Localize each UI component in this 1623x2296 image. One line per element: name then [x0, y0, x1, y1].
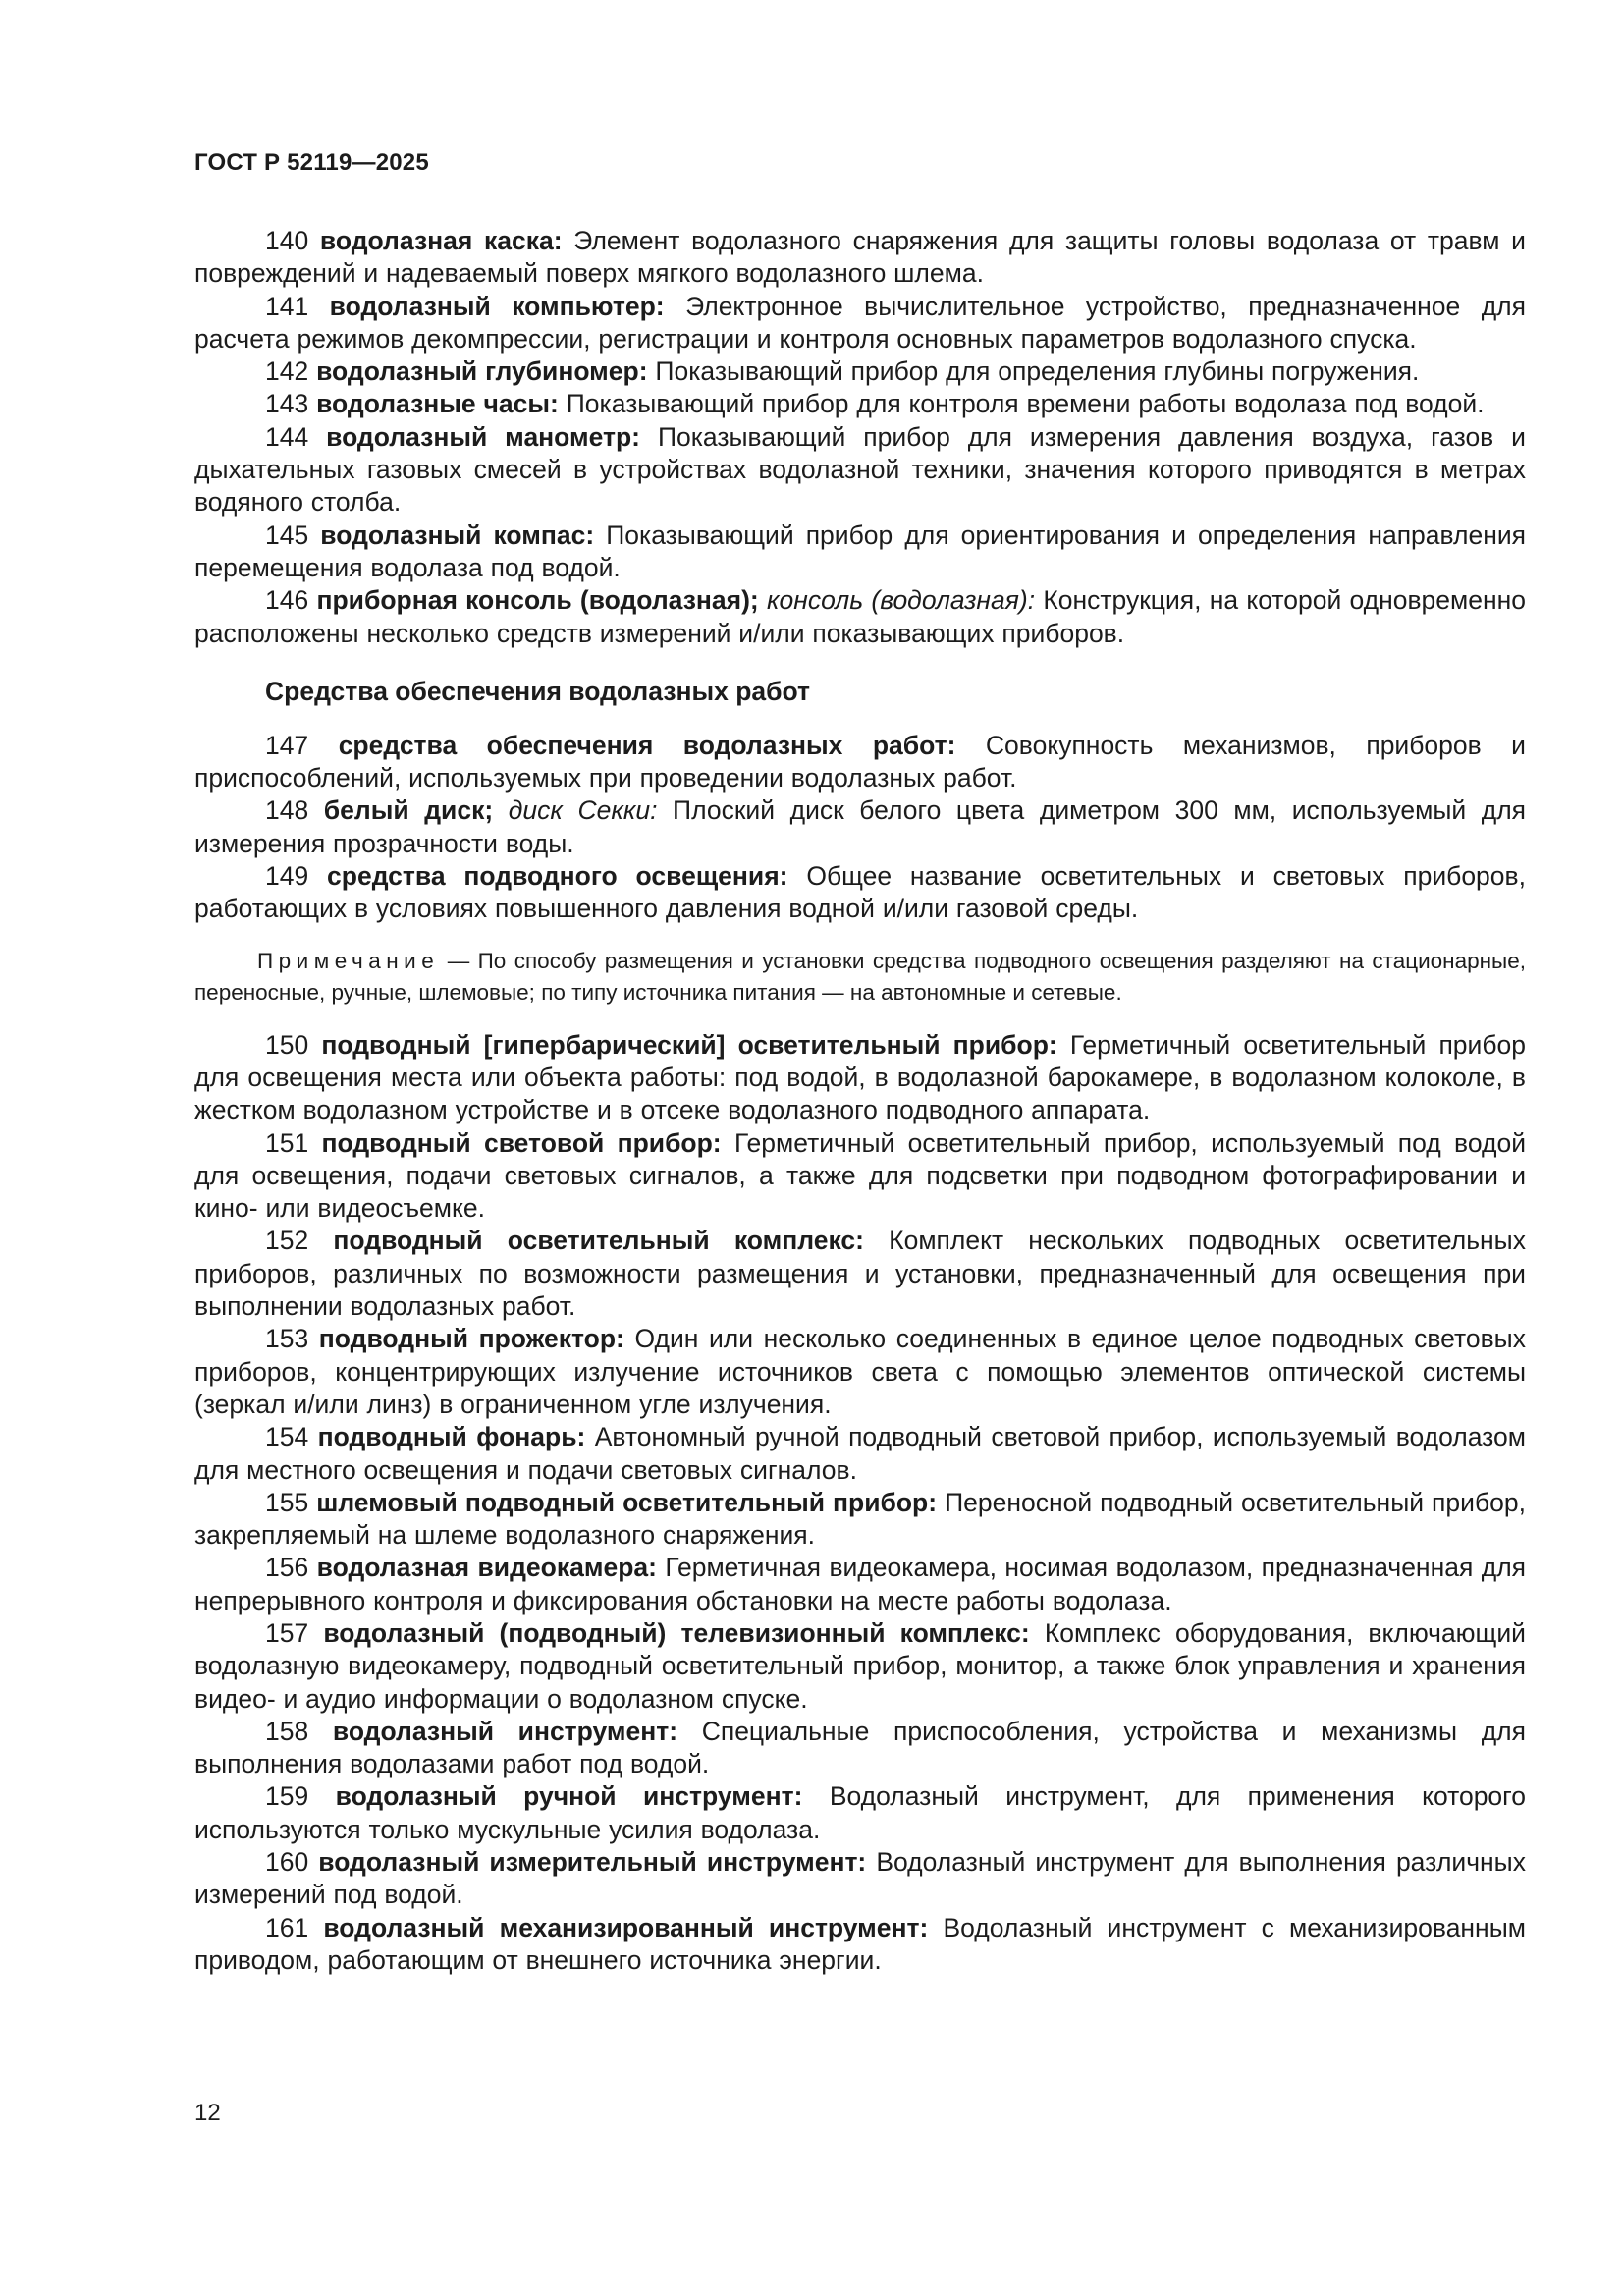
term-entry	[194, 584, 1526, 650]
term-definition: Электронное вычислительное устройство, предназначенное для расчета режимов декомпрессии, регистрации и контроля основных параметров водолазного спуска.	[194, 291, 1526, 354]
term-name: белый диск;	[323, 795, 494, 826]
term-name: средства подводного освещения:	[327, 861, 788, 892]
term-number: 154	[265, 1422, 309, 1452]
section-heading: Средства обеспечения водолазных работ	[265, 676, 811, 706]
term-definition: Показывающий прибор для ориентирования и определения направления перемещения водолаза под водой.	[194, 519, 1526, 582]
term-definition: Общее название осветительных и световых приборов, работающих в условиях повышенного давления водной и/или газовой среды.	[194, 861, 1526, 924]
term-number: 140	[265, 226, 309, 255]
term-name: водолазный ручной инструмент:	[335, 1781, 803, 1812]
term-name: водолазная видеокамера:	[316, 1553, 657, 1583]
term-entry	[194, 1029, 1526, 1127]
term-name: подводный световой прибор:	[321, 1127, 722, 1158]
term-number: 158	[265, 1716, 309, 1746]
terms-block-lighting	[194, 1029, 1526, 1978]
term-entry	[194, 1421, 1526, 1487]
term-name: шлемовый подводный осветительный прибор:	[316, 1487, 938, 1517]
term-entry	[194, 1716, 1526, 1781]
term-entry	[194, 1323, 1526, 1421]
term-number: 148	[265, 795, 309, 826]
term-number: 151	[265, 1127, 309, 1158]
document-header: ГОСТ Р 52119—2025	[194, 149, 429, 176]
term-definition: Водолазный инструмент для выполнения различных измерений под водой.	[194, 1847, 1526, 1910]
term-entry	[194, 1780, 1526, 1846]
term-entry	[194, 1617, 1526, 1716]
term-entry	[194, 355, 1526, 388]
term-definition: Переносной подводный осветительный прибор, закрепляемый на шлеме водолазного снаряжения.	[194, 1487, 1526, 1551]
term-definition: Комплект нескольких подводных осветительных приборов, различных по возможности размещения и установки, предназначенный для освещения при выполнении водолазных работ.	[194, 1226, 1526, 1322]
term-number: 150	[265, 1029, 309, 1060]
term-entry	[194, 860, 1526, 926]
term-entry	[194, 1912, 1526, 1978]
term-number: 152	[265, 1226, 309, 1256]
term-name: подводный прожектор:	[318, 1324, 624, 1354]
term-definition: Совокупность механизмов, приборов и приспособлений, используемых при проведении водолазных работ.	[194, 730, 1526, 793]
term-name: водолазный измерительный инструмент:	[318, 1847, 867, 1878]
term-name: водолазный манометр:	[326, 421, 641, 452]
term-entry	[194, 1487, 1526, 1553]
term-name: подводный осветительный комплекс:	[333, 1226, 864, 1256]
term-number: 161	[265, 1912, 309, 1942]
term-entry	[194, 225, 1526, 291]
term-synonym: диск Секки:	[508, 795, 658, 826]
term-definition: Водолазный инструмент с механизированным приводом, работающим от внешнего источника энергии.	[194, 1912, 1526, 1975]
note-text: — По способу размещения и установки средства подводного освещения разделяют на стационарные, переносные, ручные, шлемовые; по типу источника питания — на автономные и сетевые.	[194, 948, 1526, 1005]
term-number: 142	[265, 356, 309, 387]
term-definition: Герметичная видеокамера, носимая водолазом, предназначенная для непрерывного контроля и фиксирования обстановки на месте работы водолаза.	[194, 1553, 1527, 1615]
term-entry	[194, 794, 1526, 860]
term-name: водолазный (подводный) телевизионный комплекс:	[323, 1617, 1030, 1648]
term-name: подводный фонарь:	[317, 1422, 586, 1452]
term-name: водолазный механизированный инструмент:	[323, 1912, 929, 1942]
term-definition: Водолазный инструмент, для применения которого используются только мускульные усилия водолаза.	[194, 1781, 1526, 1844]
term-entry	[194, 1846, 1526, 1912]
term-definition: Комплекс оборудования, включающий водолазную видеокамеру, подводный осветительный прибор, монитор, а также блок управления и хранения видео- и аудио информации о водолазном спуске.	[194, 1617, 1526, 1714]
term-number: 157	[265, 1617, 309, 1648]
term-entry	[194, 1552, 1526, 1617]
term-entry	[194, 1127, 1526, 1226]
term-name: водолазные часы:	[316, 389, 559, 419]
term-entry	[194, 421, 1526, 519]
term-name: подводный [гипербарический] осветительный прибор:	[321, 1029, 1057, 1060]
term-definition: Один или несколько соединенных в единое целое подводных световых приборов, концентрирующих излучение источников света с помощью элементов оптической системы (зеркал и/или линз) в ограниченном угле излучения.	[194, 1324, 1526, 1419]
term-name: приборная консоль (водолазная);	[316, 585, 759, 616]
term-definition: Показывающий прибор для измерения давления воздуха, газов и дыхательных газовых смесей в устройствах водолазной техники, значения которого приводятся в метрах водяного столба.	[194, 421, 1526, 518]
term-definition: Герметичный осветительный прибор для освещения места или объекта работы: под водой, в водолазной барокамере, в водолазном колоколе, в жестком водолазном устройстве и в отсеке водолазного подводного аппарата.	[194, 1029, 1526, 1125]
term-number: 156	[265, 1553, 309, 1583]
term-number: 153	[265, 1324, 309, 1354]
term-name: водолазный компас:	[320, 519, 595, 550]
document-body	[194, 225, 1526, 1977]
term-name: водолазный компьютер:	[329, 291, 665, 321]
term-definition: Конструкция, на которой одновременно расположены несколько средств измерений и/или показывающих приборов.	[194, 585, 1526, 648]
term-entry	[194, 730, 1526, 795]
term-synonym: консоль (водолазная):	[767, 585, 1036, 616]
term-definition: Специальные приспособления, устройства и механизмы для выполнения водолазами работ под водой.	[194, 1716, 1526, 1779]
term-number: 141	[265, 291, 309, 321]
terms-block-support	[194, 730, 1526, 926]
term-definition: Автономный ручной подводный световой прибор, используемый водолазом для местного освещения и подачи световых сигналов.	[194, 1422, 1526, 1485]
term-name: водолазная каска:	[319, 226, 563, 255]
term-number: 149	[265, 861, 309, 892]
term-number: 160	[265, 1847, 309, 1878]
term-entry	[194, 1225, 1526, 1323]
term-definition: Герметичный осветительный прибор, используемый под водой для освещения, подачи световых сигналов, а также для подсветки при подводном фотографировании и кино- или видеосъемке.	[194, 1127, 1526, 1224]
terms-block-measuring	[194, 225, 1526, 650]
term-number: 145	[265, 519, 309, 550]
term-name: средства обеспечения водолазных работ:	[338, 730, 956, 760]
page-number: 12	[194, 2100, 221, 2126]
term-name: водолазный глубиномер:	[316, 356, 648, 387]
term-number: 159	[265, 1781, 309, 1812]
term-number: 144	[265, 421, 309, 452]
term-number: 143	[265, 389, 309, 419]
term-number: 155	[265, 1487, 309, 1517]
term-definition: Показывающий прибор для контроля времени работы водолаза под водой.	[566, 389, 1485, 419]
term-definition: Показывающий прибор для определения глубины погружения.	[655, 356, 1420, 387]
term-definition: Плоский диск белого цвета диметром 300 мм, используемый для измерения прозрачности воды.	[194, 795, 1527, 858]
note	[194, 946, 1526, 1009]
term-number: 146	[265, 585, 309, 616]
term-number: 147	[265, 730, 309, 760]
note-label: Примечание	[257, 948, 440, 973]
term-definition: Элемент водолазного снаряжения для защиты головы водолаза от травм и повреждений и надеваемый поверх мягкого водолазного шлема.	[194, 226, 1526, 289]
term-name: водолазный инструмент:	[332, 1716, 678, 1746]
term-entry	[194, 519, 1526, 585]
term-entry	[194, 291, 1526, 356]
term-entry	[194, 388, 1526, 420]
